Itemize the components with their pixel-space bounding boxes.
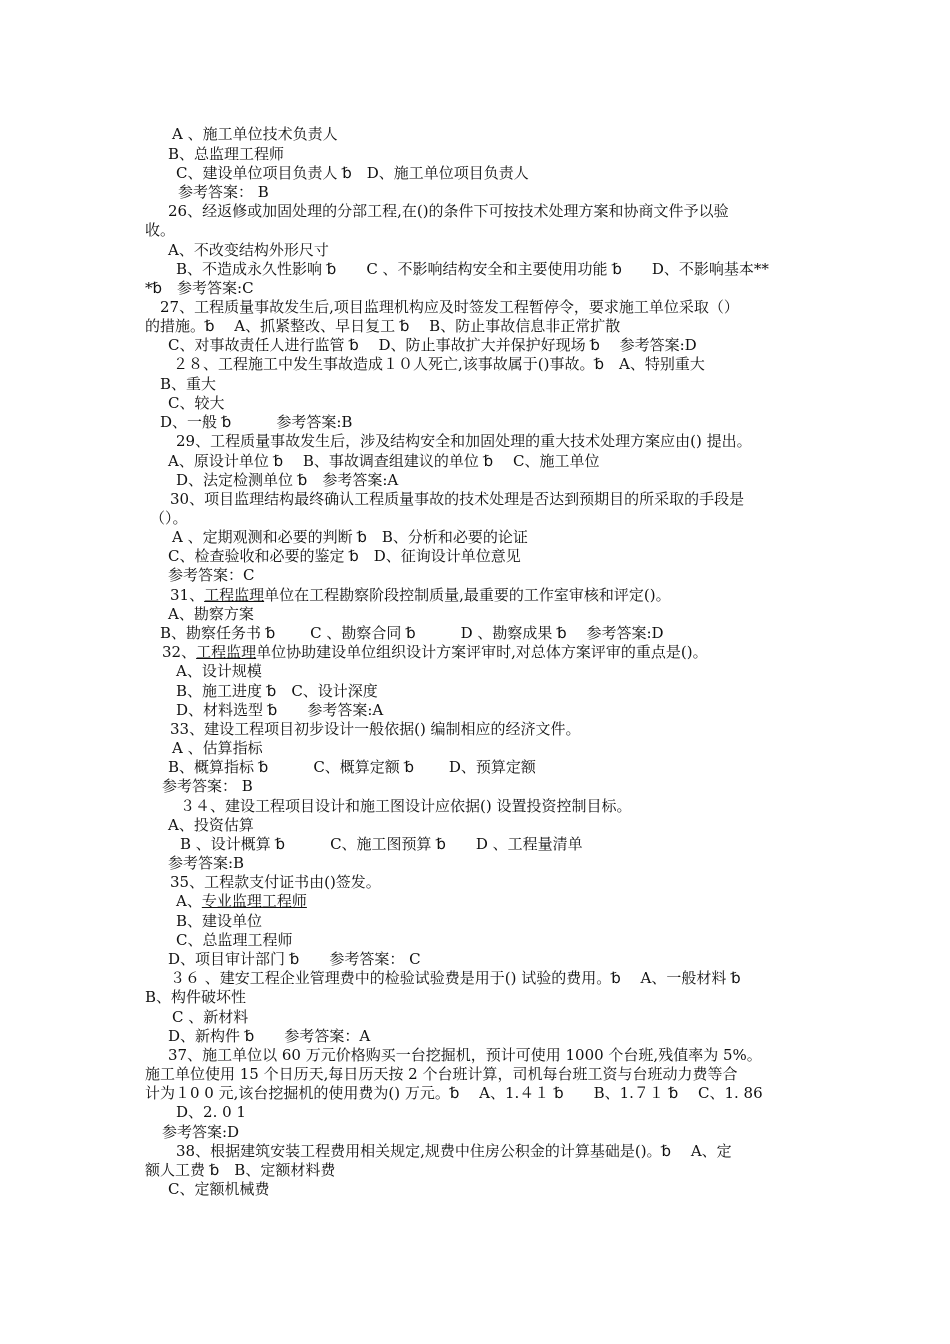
text-line: C、对事故责任人进行监管 ␢ D、防止事故扩大并保护好现场 ␢ 参考答案:D — [168, 336, 697, 354]
text-line: 参考答案： B — [162, 777, 253, 795]
text-line: 的措施。␢ A、抓紧整改、早日复工 ␢ B、防止事故信息非正常扩散 — [145, 317, 621, 335]
text-line: 30、项目监理结构最终确认工程质量事故的技术处理是否达到预期目的所采取的手段是 — [170, 490, 745, 508]
text-line: 参考答案： B — [178, 183, 269, 201]
text-line: 收。 — [145, 221, 176, 239]
text-line: B、总监理工程师 — [168, 145, 285, 163]
text-line: 37、施工单位以 60 万元价格购买一台挖掘机，预计可使用 1000 个台班,残值率为 5%。 — [168, 1046, 762, 1064]
text-line: 27、工程质量事故发生后,项目监理机构应及时签发工程暂停令，要求施工单位采取（） — [160, 298, 739, 316]
text-line: D、一般 ␢ 参考答案:B — [160, 413, 353, 431]
text-line: C、较大 — [168, 394, 225, 412]
text-line: C、定额机械费 — [168, 1180, 270, 1198]
text-line: C、总监理工程师 — [176, 931, 293, 949]
text-line: 38、根据建筑安装工程费用相关规定,规费中住房公积金的计算基础是()。␢ A、定 — [176, 1142, 732, 1160]
text-line: A、投资估算 — [168, 816, 254, 834]
text-line: A、勘察方案 — [168, 605, 254, 623]
text-line: A 、施工单位技术负责人 — [172, 125, 338, 143]
text-line: 32、工程监理单位协助建设单位组织设计方案评审时,对总体方案评审的重点是()。 — [162, 643, 708, 661]
text-line: 31、工程监理单位在工程勘察阶段控制质量,最重要的工作室审核和评定()。 — [170, 586, 671, 604]
text-line: A、设计规模 — [176, 662, 262, 680]
text-line: A、专业监理工程师 — [176, 892, 307, 910]
text-line: A、原设计单位 ␢ B、事故调查组建议的单位 ␢ C、施工单位 — [168, 452, 600, 470]
text-line: ３６ 、建安工程企业管理费中的检验试验费是用于() 试验的费用。␢ A、一般材料 ␢ — [170, 969, 741, 987]
text-line: D、法定检测单位 ␢ 参考答案:A — [176, 471, 399, 489]
text-line: 计为１0 0 元,该台挖掘机的使用费为() 万元。␢ A、1.４１ ␢ B、1.７１ ␢ C、1. 86 — [145, 1084, 763, 1102]
text-line: 参考答案:D — [162, 1123, 240, 1141]
text-line: 29、工程质量事故发生后，涉及结构安全和加固处理的重大技术处理方案应由() 提出。 — [176, 432, 752, 450]
text-line: ２８、工程施工中发生事故造成１０人死亡,该事故属于()事故。␢ A、特别重大 — [173, 355, 705, 373]
text-line: 施工单位使用 15 个日历天,每日历天按 2 个台班计算，司机每台班工资与台班动力费等合 — [145, 1065, 738, 1083]
text-line: 额人工费 ␢ B、定额材料费 — [145, 1161, 336, 1179]
text-line: ３４、建设工程项目设计和施工图设计应依据() 设置投资控制目标。 — [180, 797, 632, 815]
text-line: *␢ 参考答案:C — [145, 279, 254, 297]
text-line: B、概算指标 ␢ C、概算定额 ␢ D、预算定额 — [168, 758, 536, 776]
text-line: 26、经返修或加固处理的分部工程,在()的条件下可按技术处理方案和协商文件予以验 — [168, 202, 729, 220]
text-line: 35、工程款支付证书由()签发。 — [170, 873, 381, 891]
text-line: D、材料选型 ␢ 参考答案:A — [176, 701, 384, 719]
text-line: C、检查验收和必要的鉴定 ␢ D、征询设计单位意见 — [168, 547, 521, 565]
text-line: C 、新材料 — [172, 1008, 249, 1026]
text-line: A 、估算指标 — [172, 739, 263, 757]
text-line: D、2. 0 1 — [176, 1103, 246, 1121]
text-line: （）。 — [150, 509, 188, 527]
text-line: B 、设计概算 ␢ C、施工图预算 ␢ D 、工程量清单 — [180, 835, 583, 853]
text-line: B、重大 — [160, 375, 217, 393]
text-line: B、不造成永久性影响 ␢ C 、不影响结构安全和主要使用功能 ␢ D、不影响基本** — [176, 260, 769, 278]
text-line: C、建设单位项目负责人 ␢ D、施工单位项目负责人 — [176, 164, 529, 182]
text-line: A 、定期观测和必要的判断 ␢ B、分析和必要的论证 — [172, 528, 528, 546]
text-line: D、项目审计部门 ␢ 参考答案： C — [168, 950, 421, 968]
text-line: 参考答案：C — [168, 566, 255, 584]
text-line: D、新构件 ␢ 参考答案：A — [168, 1027, 371, 1045]
text-line: B、施工进度 ␢ C、设计深度 — [176, 682, 378, 700]
text-line: B、建设单位 — [176, 912, 263, 930]
text-line: B、构件破坏性 — [145, 988, 247, 1006]
text-line: B、勘察任务书 ␢ C 、勘察合同 ␢ D 、勘察成果 ␢ 参考答案:D — [160, 624, 664, 642]
text-line: A、不改变结构外形尺寸 — [168, 241, 329, 259]
text-line: 参考答案:B — [168, 854, 245, 872]
text-line: 33、建设工程项目初步设计一般依据() 编制相应的经济文件。 — [170, 720, 581, 738]
